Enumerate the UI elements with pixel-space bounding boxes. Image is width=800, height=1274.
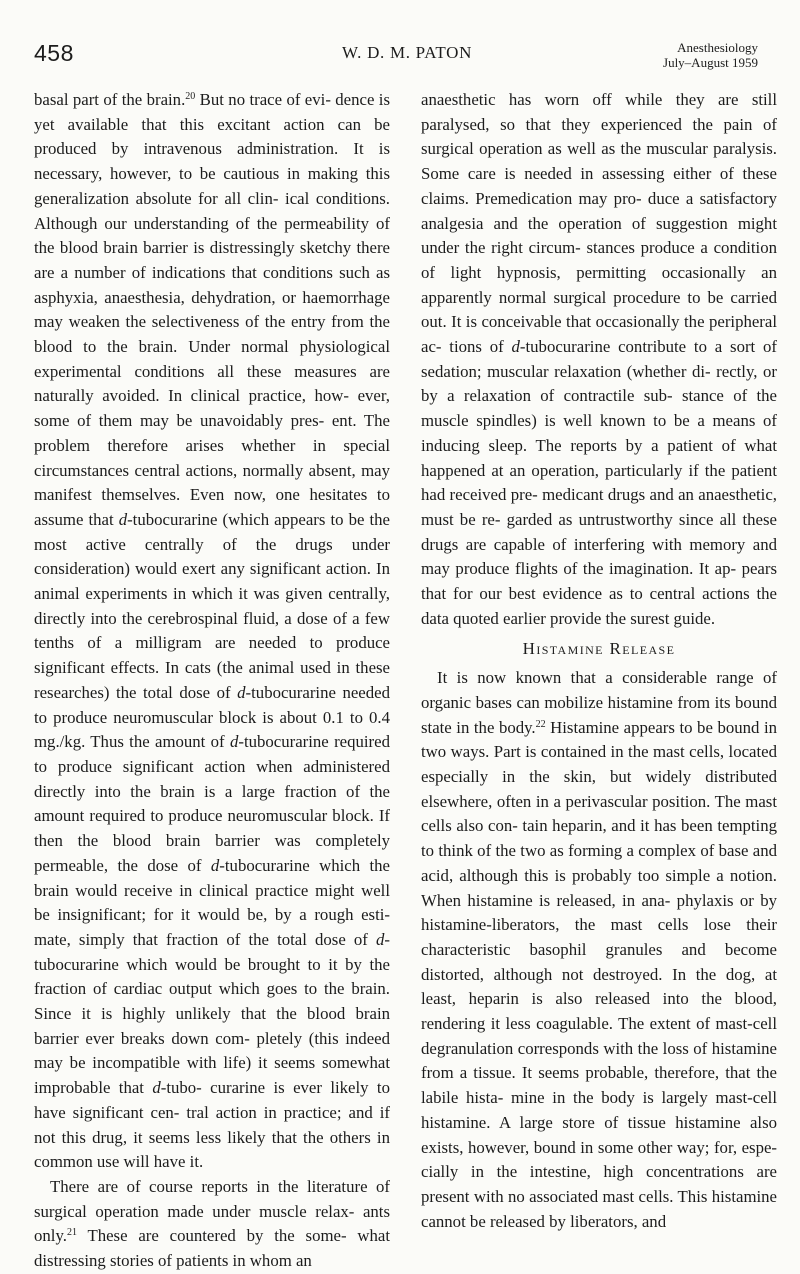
- paragraph: It is now known that a considerable range of organic bases can mobilize histamine from its bound state in the body.$^{22}$ Histamine appears to be bound in two ways. Part is contained in the mast cells, located especially in the skin, but widely distributed elsewhere, often in a perivascular position. The mast cells also con- tain heparin, and it has been tempting to think of the two as forming a complex of base and acid, although this is probably too simple a notion. When histamine is released, in ana- phylaxis or by histamine-liberators, the mast cells lose their characteristic basophil granules and become distorted, although not destroyed. In the dog, at least, heparin is also released into the blood, rendering it less coagulable. The extent of mast-cell degranulation corresponds with the loss of histamine from a tissue. It seems probable, therefore, that the labile hista- mine in the body is largely mast-cell histamine. A large store of tissue histamine also exists, however, bound in some other way; for, espe- cially in the intestine, high concentrations are present with no associated mast cells. This histamine cannot be released by liberators, and: [421, 668, 777, 1231]
- journal-name: Anesthesiology: [677, 40, 758, 55]
- reference-marker: 21: [66, 1227, 77, 1239]
- running-head-author: W. D. M. PATON: [342, 43, 473, 62]
- journal-issue: July–August 1959: [663, 55, 758, 70]
- section-heading: Histamine Release: [522, 639, 676, 659]
- journal-info: [663, 40, 758, 70]
- reference-marker: 20: [185, 91, 196, 102]
- left-column: [34, 88, 390, 1274]
- page-number: 458: [34, 40, 74, 66]
- reference-marker: 22: [535, 718, 546, 730]
- paragraph: anaesthetic has worn off while they are still paralysed, so that they experienced the pain of surgical operation as well as the muscular paralysis. Some care is needed in assessing either of these claims. Premedication may pro- duce a satisfactory analgesia and the operation of suggestion might under the right circum- stances produce a condition of light hypnosis, permitting occasionally an apparently normal surgical procedure to be carried out. It is conceivable that occasionally the peripheral ac- tions of d-tubocurarine contribute to a sort of sedation; muscular relaxation (whether di- rectly, or by a relaxation of contractile sub- stance of the muscle spindles) is well known to be a means of inducing sleep. The reports by a patient of what happened at an operation, particularly if the patient had received pre- medicant drugs and an anaesthetic, must be re- garded as untrustworthy since all these drugs are capable of interfering with memory and may produce flights of the imagination. It ap- pears that for our best evidence as to central actions the data quoted earlier provide the surest guide.: [421, 90, 777, 628]
- paragraph: There are of course reports in the literature of surgical operation made under muscle relax- ants only.$^{21}$ These are countered by the some- what distressing stories of patients in whom an: [34, 1176, 390, 1271]
- paragraph: basal part of the brain.$^{20}$ But no trace of evi- dence is yet available that this excitant action can be produced by intravenous administration. It is necessary, however, to be cautious in making this generalization absolute for all clin- ical conditions. Although our understanding of the permeability of the blood brain barrier is distressingly sketchy there are a number of indications that conditions such as asphyxia, anaesthesia, dehydration, or haemorrhage may weaken the selectiveness of the entry from the blood to the brain. Under normal physiological experimental conditions all these measures are naturally avoided. In clinical practice, how- ever, some of them may be unavoidably pres- ent. The problem therefore arises whether in special circumstances central actions, normally absent, may manifest themselves. Even now, one hesitates to assume that d-tubocurarine (which appears to be the most active centrally of the drugs under consideration) would exert any significant action. In animal experiments in which it was given centrally, directly into the cerebrospinal fluid, a dose of a few tenths of a milligram are needed to produce significant effects. In cats (the animal used in these researches) the total dose of d-tubocurarine needed to produce neuromuscular block is about 0.1 to 0.4 mg./kg. Thus the amount of d-tubocurarine required to produce significant action when administered directly into the brain is a large fraction of the amount required to produce neuromuscular block. If then the blood brain barrier was completely permeable, the dose of d-tubocurarine which the brain would receive in clinical practice might well be insignificant; for it would be, by a rough esti- mate, simply that fraction of the total dose of d-tubocurarine which would be brought to it by the fraction of cardiac output which goes to the brain. Since it is highly unlikely that the blood brain barrier ever breaks down com- pletely (this indeed may be incompatible with life) it seems somewhat improbable that d-tubo- curarine is ever likely to have significant cen- tral action in practice; and if not this drug, it seems less likely that the others in common use will have it.: [34, 90, 390, 1172]
- right-column: [421, 88, 777, 1234]
